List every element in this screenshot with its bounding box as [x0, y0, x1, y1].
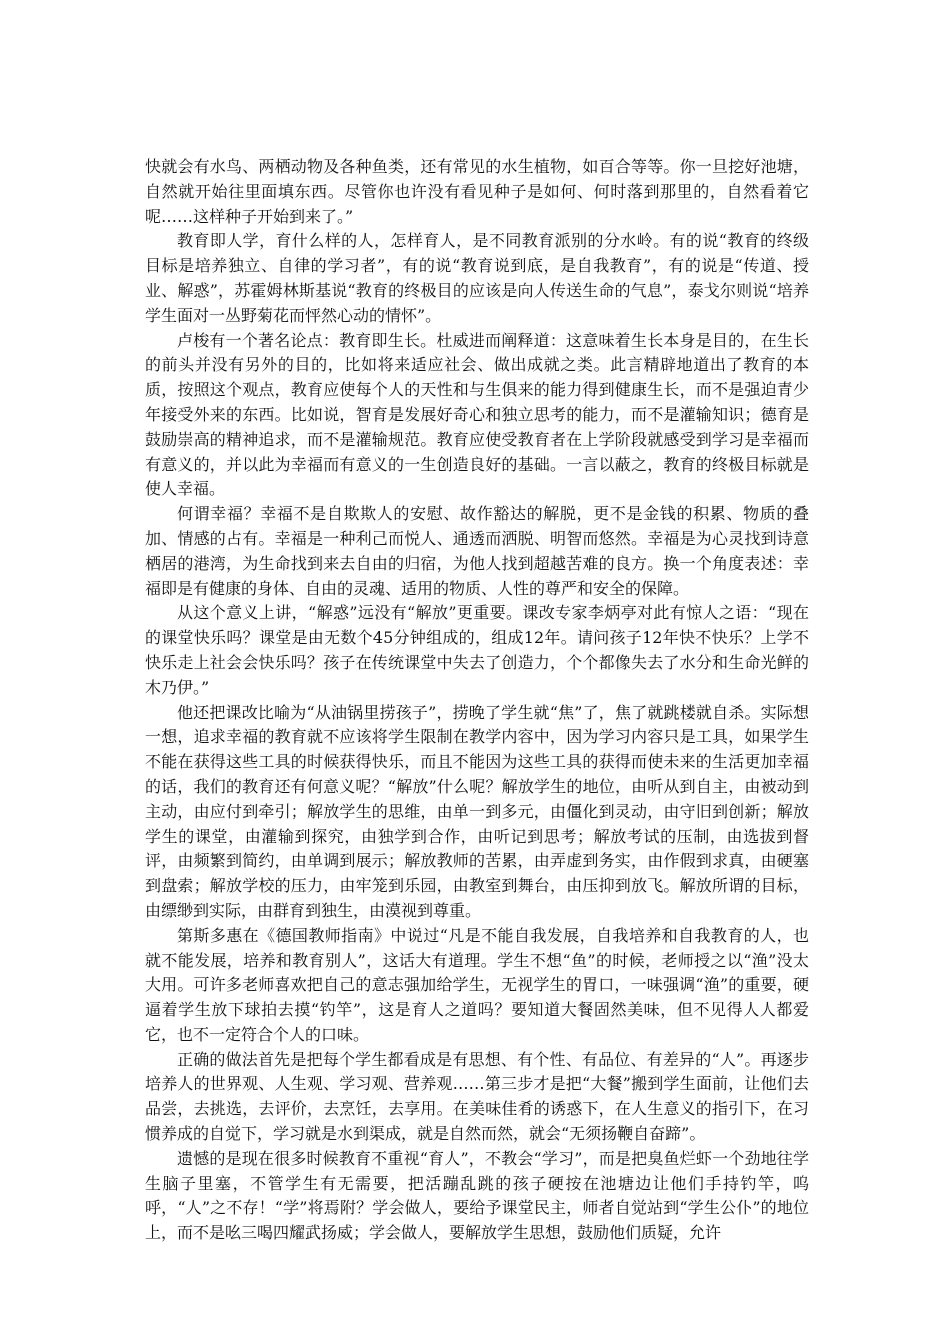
paragraph: 何谓幸福？幸福不是自欺欺人的安慰、故作豁达的解脱，更不是金钱的积累、物质的叠加、情感的占有。幸福是一种利己而悦人、通透而洒脱、明智而悠然。幸福是为心灵找到诗意栖居的港湾，为生命找到来去自由的归宿，为他人找到超越苦难的良方。换一个角度表述：幸福即是有健康的身体、自由的灵魂、适用的物质、人性的尊严和安全的保障。	[145, 504, 809, 598]
paragraph: 教育即人学，育什么样的人，怎样育人，是不同教育派别的分水岭。有的说“教育的终级目标是培养独立、自律的学习者”，有的说“教育说到底，是自我教育”，有的说是“传道、授业、解惑”，苏霍姆林斯基说“教育的终极目的应该是向人传送生命的气息”，泰戈尔则说“培养学生面对一丛野菊花而怦然心动的情怀”。	[145, 231, 809, 325]
paragraph: 卢梭有一个著名论点：教育即生长。杜威进而阐释道：这意味着生长本身是目的，在生长的前头并没有另外的目的，比如将来适应社会、做出成就之类。此言精辟地道出了教育的本质，按照这个观点，教育应使每个人的天性和与生俱来的能力得到健康生长，而不是强迫青少年接受外来的东西。比如说，智育是发展好奇心和独立思考的能力，而不是灌输知识；德育是鼓励崇高的精神追求，而不是灌输规范。教育应使受教育者在上学阶段就感受到学习是幸福而有意义的，并以此为幸福而有意义的一生创造良好的基础。一言以蔽之，教育的终极目标就是使人幸福。	[145, 330, 809, 499]
document-body	[145, 155, 809, 1246]
paragraph: 第斯多惠在《德国教师指南》中说过“凡是不能自我发展，自我培养和自我教育的人，也就不能发展，培养和教育别人”，这话大有道理。学生不想“鱼”的时候，老师授之以“渔”没太大用。可许多老师喜欢把自己的意志强加给学生，无视学生的胃口，一味强调“渔”的重要，硬逼着学生放下球拍去摸“钓竿”，这是育人之道吗？要知道大餐固然美味，但不见得人人都爱它，也不一定符合个人的口味。	[145, 925, 809, 1044]
paragraph: 遗憾的是现在很多时候教育不重视“育人”，不教会“学习”，而是把臭鱼烂虾一个劲地往学生脑子里塞，不管学生有无需要，把活蹦乱跳的孩子硬按在池塘边让他们手持钓竿，呜呼，“人”之不存！“学”将焉附？学会做人，要给予课堂民主，师者自觉站到“学生公仆”的地位上，而不是吆三喝四耀武扬威；学会做人，要解放学生思想，鼓励他们质疑，允许	[145, 1148, 809, 1243]
paragraph: 他还把课改比喻为“从油锅里捞孩子”，捞晚了学生就“焦”了，焦了就跳楼就自杀。实际想一想，追求幸福的教育就不应该将学生限制在教学内容中，因为学习内容只是工具，如果学生不能在获得这些工具的时候获得快乐，而且不能因为这些工具的获得而使未来的生活更加幸福的话，我们的教育还有何意义呢？“解放”什么呢？解放学生的地位，由听从到自主，由被动到主动，由应付到牵引；解放学生的思维，由单一到多元，由僵化到灵动，由守旧到创新；解放学生的课堂，由灌输到探究，由独学到合作，由听记到思考；解放考试的压制，由选拔到督评，由频繁到简约，由单调到展示；解放教师的苦累，由弄虚到务实，由作假到求真，由硬塞到盘索；解放学校的压力，由牢笼到乐园，由教室到舞台，由压抑到放飞。解放所谓的目标，由缥缈到实际，由群育到独生，由漠视到尊重。	[145, 702, 809, 920]
paragraph: 正确的做法首先是把每个学生都看成是有思想、有个性、有品位、有差异的“人”。再逐步培养人的世界观、人生观、学习观、营养观……第三步才是把“大餐”搬到学生面前，让他们去品尝，去挑选，去评价，去烹饪，去享用。在美味佳肴的诱惑下，在人生意义的指引下，在习惯养成的自觉下，学习就是水到渠成，就是自然而然，就会“无须扬鞭自奋蹄”。	[145, 1049, 809, 1144]
paragraph-continued: 快就会有水鸟、两栖动物及各种鱼类，还有常见的水生植物，如百合等等。你一旦挖好池塘，自然就开始往里面填东西。尽管你也许没有看见种子是如何、何时落到那里的，自然看着它呢……这样种子开始到来了。”	[145, 157, 809, 226]
paragraph: 从这个意义上讲，“解惑”远没有“解放”更重要。课改专家李炳亭对此有惊人之语：“现在的课堂快乐吗？课堂是由无数个45分钟组成的，组成12年。请问孩子12年快不快乐？上学不快乐走上社会会快乐吗？孩子在传统课堂中失去了创造力，个个都像失去了水分和生命光鲜的木乃伊。”	[145, 603, 809, 697]
